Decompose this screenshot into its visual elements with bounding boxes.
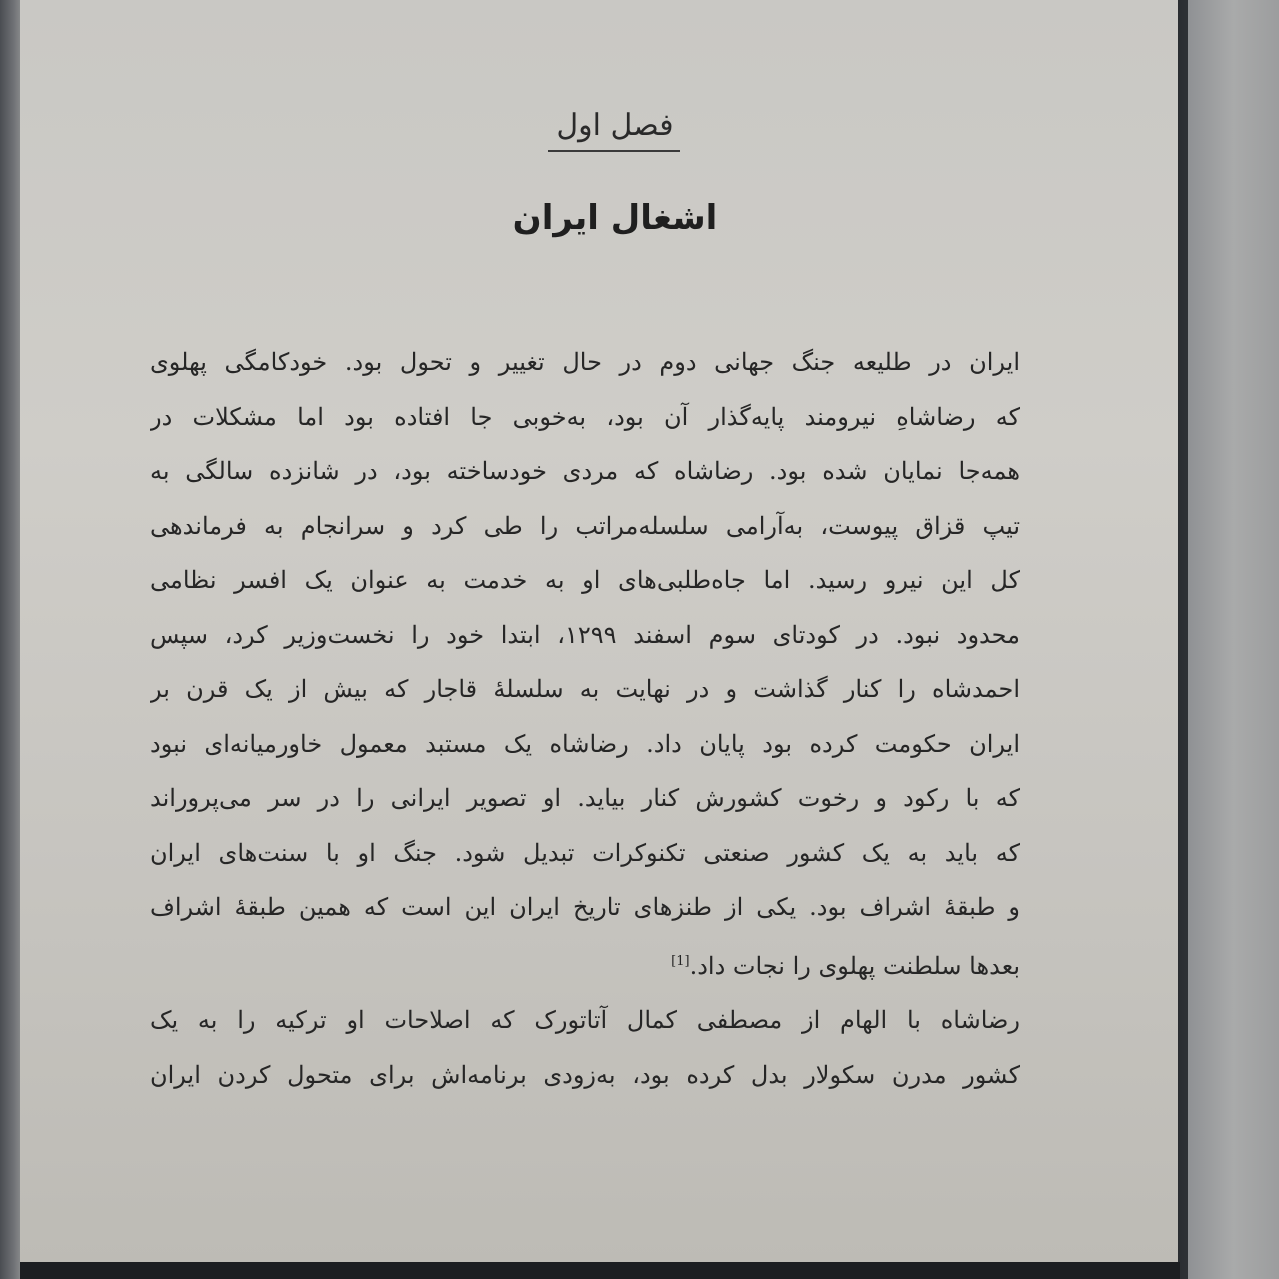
text-line: که رضاشاهِ نیرومند پایه‌گذار آن بود، به‌خوبی جا افتاده بود اما مشکلات در [150,402,1020,431]
text-line: رضاشاه با الهام از مصطفی کمال آتاتورک که اصلاحات او ترکیه را به یک [150,1006,1020,1034]
text-line: کل این نیرو رسید. اما جاه‌طلبی‌های او به خدمت به عنوان یک افسر نظامی [150,566,1020,594]
next-page-edge [1188,0,1279,1279]
text-line: احمدشاه را کنار گذاشت و در نهایت به سلسلهٔ قاجار که بیش از یک قرن بر [150,675,1020,703]
page-bottom-shadow [20,1262,1180,1279]
text-line-last [150,935,1020,990]
text-line: ایران در طلیعه جنگ جهانی دوم در حال تغییر و تحول بود. خودکامگی پهلوی [150,348,1020,376]
text-line: که با رکود و رخوت کشورش کنار بیاید. او تصویر ایرانی را در سر می‌پروراند [150,784,1020,812]
text-line: محدود نبود. در کودتای سوم اسفند ۱۲۹۹، ابتدا خود را نخست‌وزیر کرد، سپس [150,620,1020,649]
text-line: تیپ قزاق پیوست، به‌آرامی سلسله‌مراتب را طی کرد و سرانجام به فرماندهی [150,511,1020,540]
text-line: ایران حکومت کرده بود پایان داد. رضاشاه یک مستبد معمول خاورمیانه‌ای نبود [150,729,1020,758]
paragraph-1 [150,335,1020,989]
text-line: و طبقهٔ اشراف بود. یکی از طنزهای تاریخ ایران این است که همین طبقهٔ اشراف [150,893,1020,921]
text-line: که باید به یک کشور صنعتی تکنوکرات تبدیل شود. جنگ او با سنت‌های ایران [150,838,1020,867]
book-edge-left [0,0,22,1279]
body-text [150,335,1020,1102]
chapter-title: اشغال ایران [512,198,718,238]
text-line: همه‌جا نمایان شده بود. رضاشاه که مردی خودساخته بود، در شانزده سالگی به [150,457,1020,485]
paragraph-2 [150,993,1020,1102]
footnote-marker: [1] [671,953,690,969]
chapter-heading: فصل اول [556,108,674,143]
text-line-content: بعدها سلطنت پهلوی را نجات داد. [689,951,1020,980]
chapter-underline [548,150,680,152]
text-line: کشور مدرن سکولار بدل کرده بود، به‌زودی برنامه‌اش برای متحول کردن ایران [150,1060,1020,1089]
